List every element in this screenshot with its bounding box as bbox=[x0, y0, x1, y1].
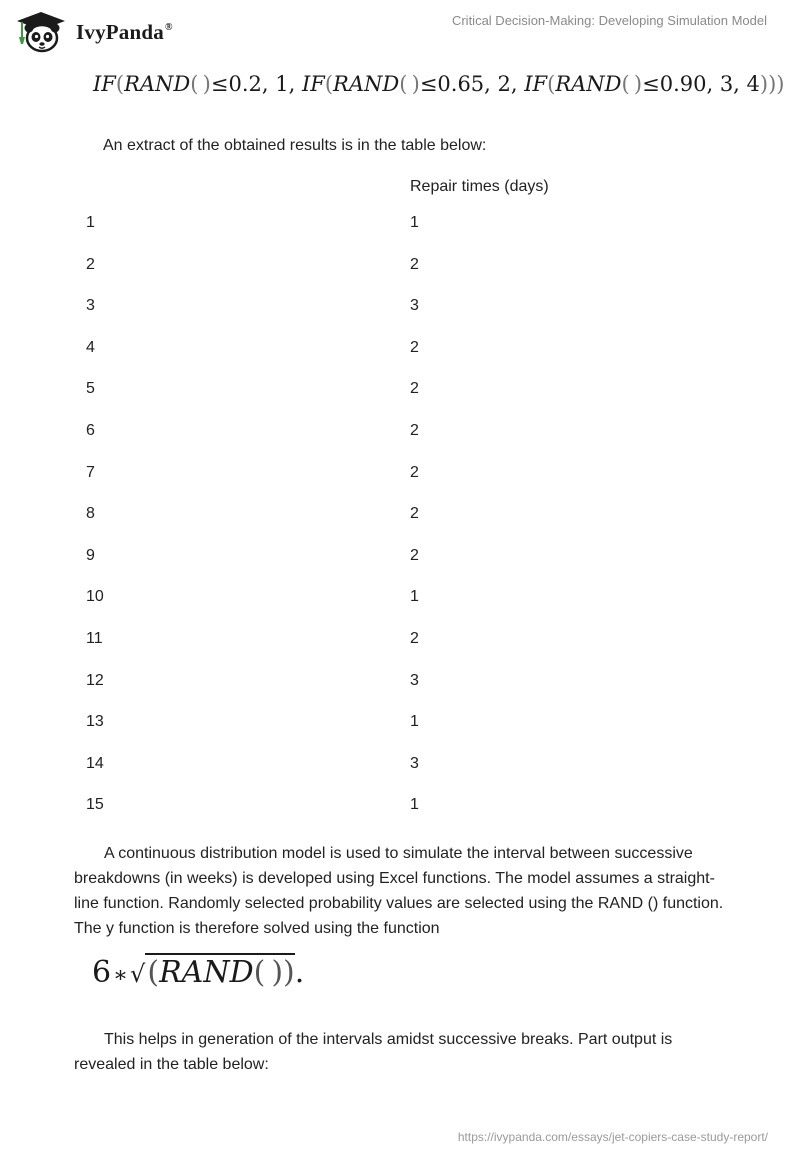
table-row bbox=[86, 786, 726, 828]
row-number: 8 bbox=[86, 505, 95, 523]
repair-time-value: 3 bbox=[410, 754, 419, 772]
row-number: 9 bbox=[86, 546, 95, 564]
column-header-repair-times: Repair times (days) bbox=[410, 178, 549, 195]
table-header-row bbox=[86, 168, 726, 204]
row-number: 13 bbox=[86, 713, 104, 731]
row-number: 11 bbox=[86, 629, 103, 647]
table-row bbox=[86, 370, 726, 412]
table-row bbox=[86, 620, 726, 662]
repair-time-value: 2 bbox=[410, 629, 419, 647]
repair-time-value: 2 bbox=[410, 505, 419, 523]
repair-time-value: 2 bbox=[410, 463, 419, 481]
table-row bbox=[86, 578, 726, 620]
table-row bbox=[86, 287, 726, 329]
table-row bbox=[86, 412, 726, 454]
repair-time-value: 2 bbox=[410, 338, 419, 356]
repair-time-value: 1 bbox=[410, 214, 419, 231]
row-number: 15 bbox=[86, 796, 104, 814]
table-row bbox=[86, 204, 726, 246]
row-number: 6 bbox=[86, 421, 95, 439]
repair-time-value: 2 bbox=[410, 380, 419, 398]
distribution-model-paragraph: A continuous distribution model is used to simulate the interval between successive breakdowns (in weeks) is developed using Excel functions. The model assumes a straight-line function. Randomly selected probability values are selected using the RAND () function. The y function is therefore solved using the function bbox=[74, 845, 724, 937]
row-number: 5 bbox=[86, 380, 95, 398]
brand-name: IvyPanda® bbox=[76, 19, 173, 44]
row-number: 7 bbox=[86, 463, 95, 481]
source-url[interactable]: https://ivypanda.com/essays/jet-copiers-case-study-report/ bbox=[457, 1130, 768, 1144]
row-number: 14 bbox=[86, 754, 104, 772]
repair-time-value: 2 bbox=[410, 255, 419, 273]
ivypanda-logo[interactable] bbox=[14, 10, 173, 54]
table-row bbox=[86, 495, 726, 537]
table-row bbox=[86, 329, 726, 371]
table-row bbox=[86, 537, 726, 579]
table-row bbox=[86, 246, 726, 288]
repair-time-value: 2 bbox=[410, 421, 419, 439]
table-row bbox=[86, 662, 726, 704]
row-number: 2 bbox=[86, 255, 95, 273]
panda-graduate-icon bbox=[14, 10, 68, 54]
repair-time-value: 1 bbox=[410, 588, 419, 606]
row-number: 3 bbox=[86, 297, 95, 315]
row-number: 10 bbox=[86, 588, 104, 606]
repair-time-value: 2 bbox=[410, 546, 419, 564]
table-row bbox=[86, 454, 726, 496]
row-number: 1 bbox=[86, 214, 95, 231]
table-row bbox=[86, 745, 726, 787]
repair-time-value: 3 bbox=[410, 671, 419, 689]
nested-if-formula: IF(RAND( )≤0.2, 1, IF(RAND( )≤0.65, 2, IF(RAND( )≤0.90, 3, 4))) bbox=[93, 72, 785, 96]
repair-time-value: 3 bbox=[410, 297, 419, 315]
table-intro-text: An extract of the obtained results is in the table below: bbox=[103, 137, 487, 154]
repair-time-value: 1 bbox=[410, 796, 419, 814]
repair-times-table bbox=[86, 168, 726, 828]
table-row bbox=[86, 703, 726, 745]
repair-time-value: 1 bbox=[410, 713, 419, 731]
row-number: 12 bbox=[86, 671, 104, 689]
intervals-output-paragraph: This helps in generation of the intervals amidst successive breaks. Part output is revealed in the table below: bbox=[74, 1031, 673, 1073]
sqrt-rand-formula: 6∗√(RAND( )). bbox=[92, 955, 305, 990]
document-title: Critical Decision-Making: Developing Simulation Model bbox=[451, 13, 767, 28]
row-number: 4 bbox=[86, 338, 95, 356]
page-header bbox=[0, 0, 800, 62]
